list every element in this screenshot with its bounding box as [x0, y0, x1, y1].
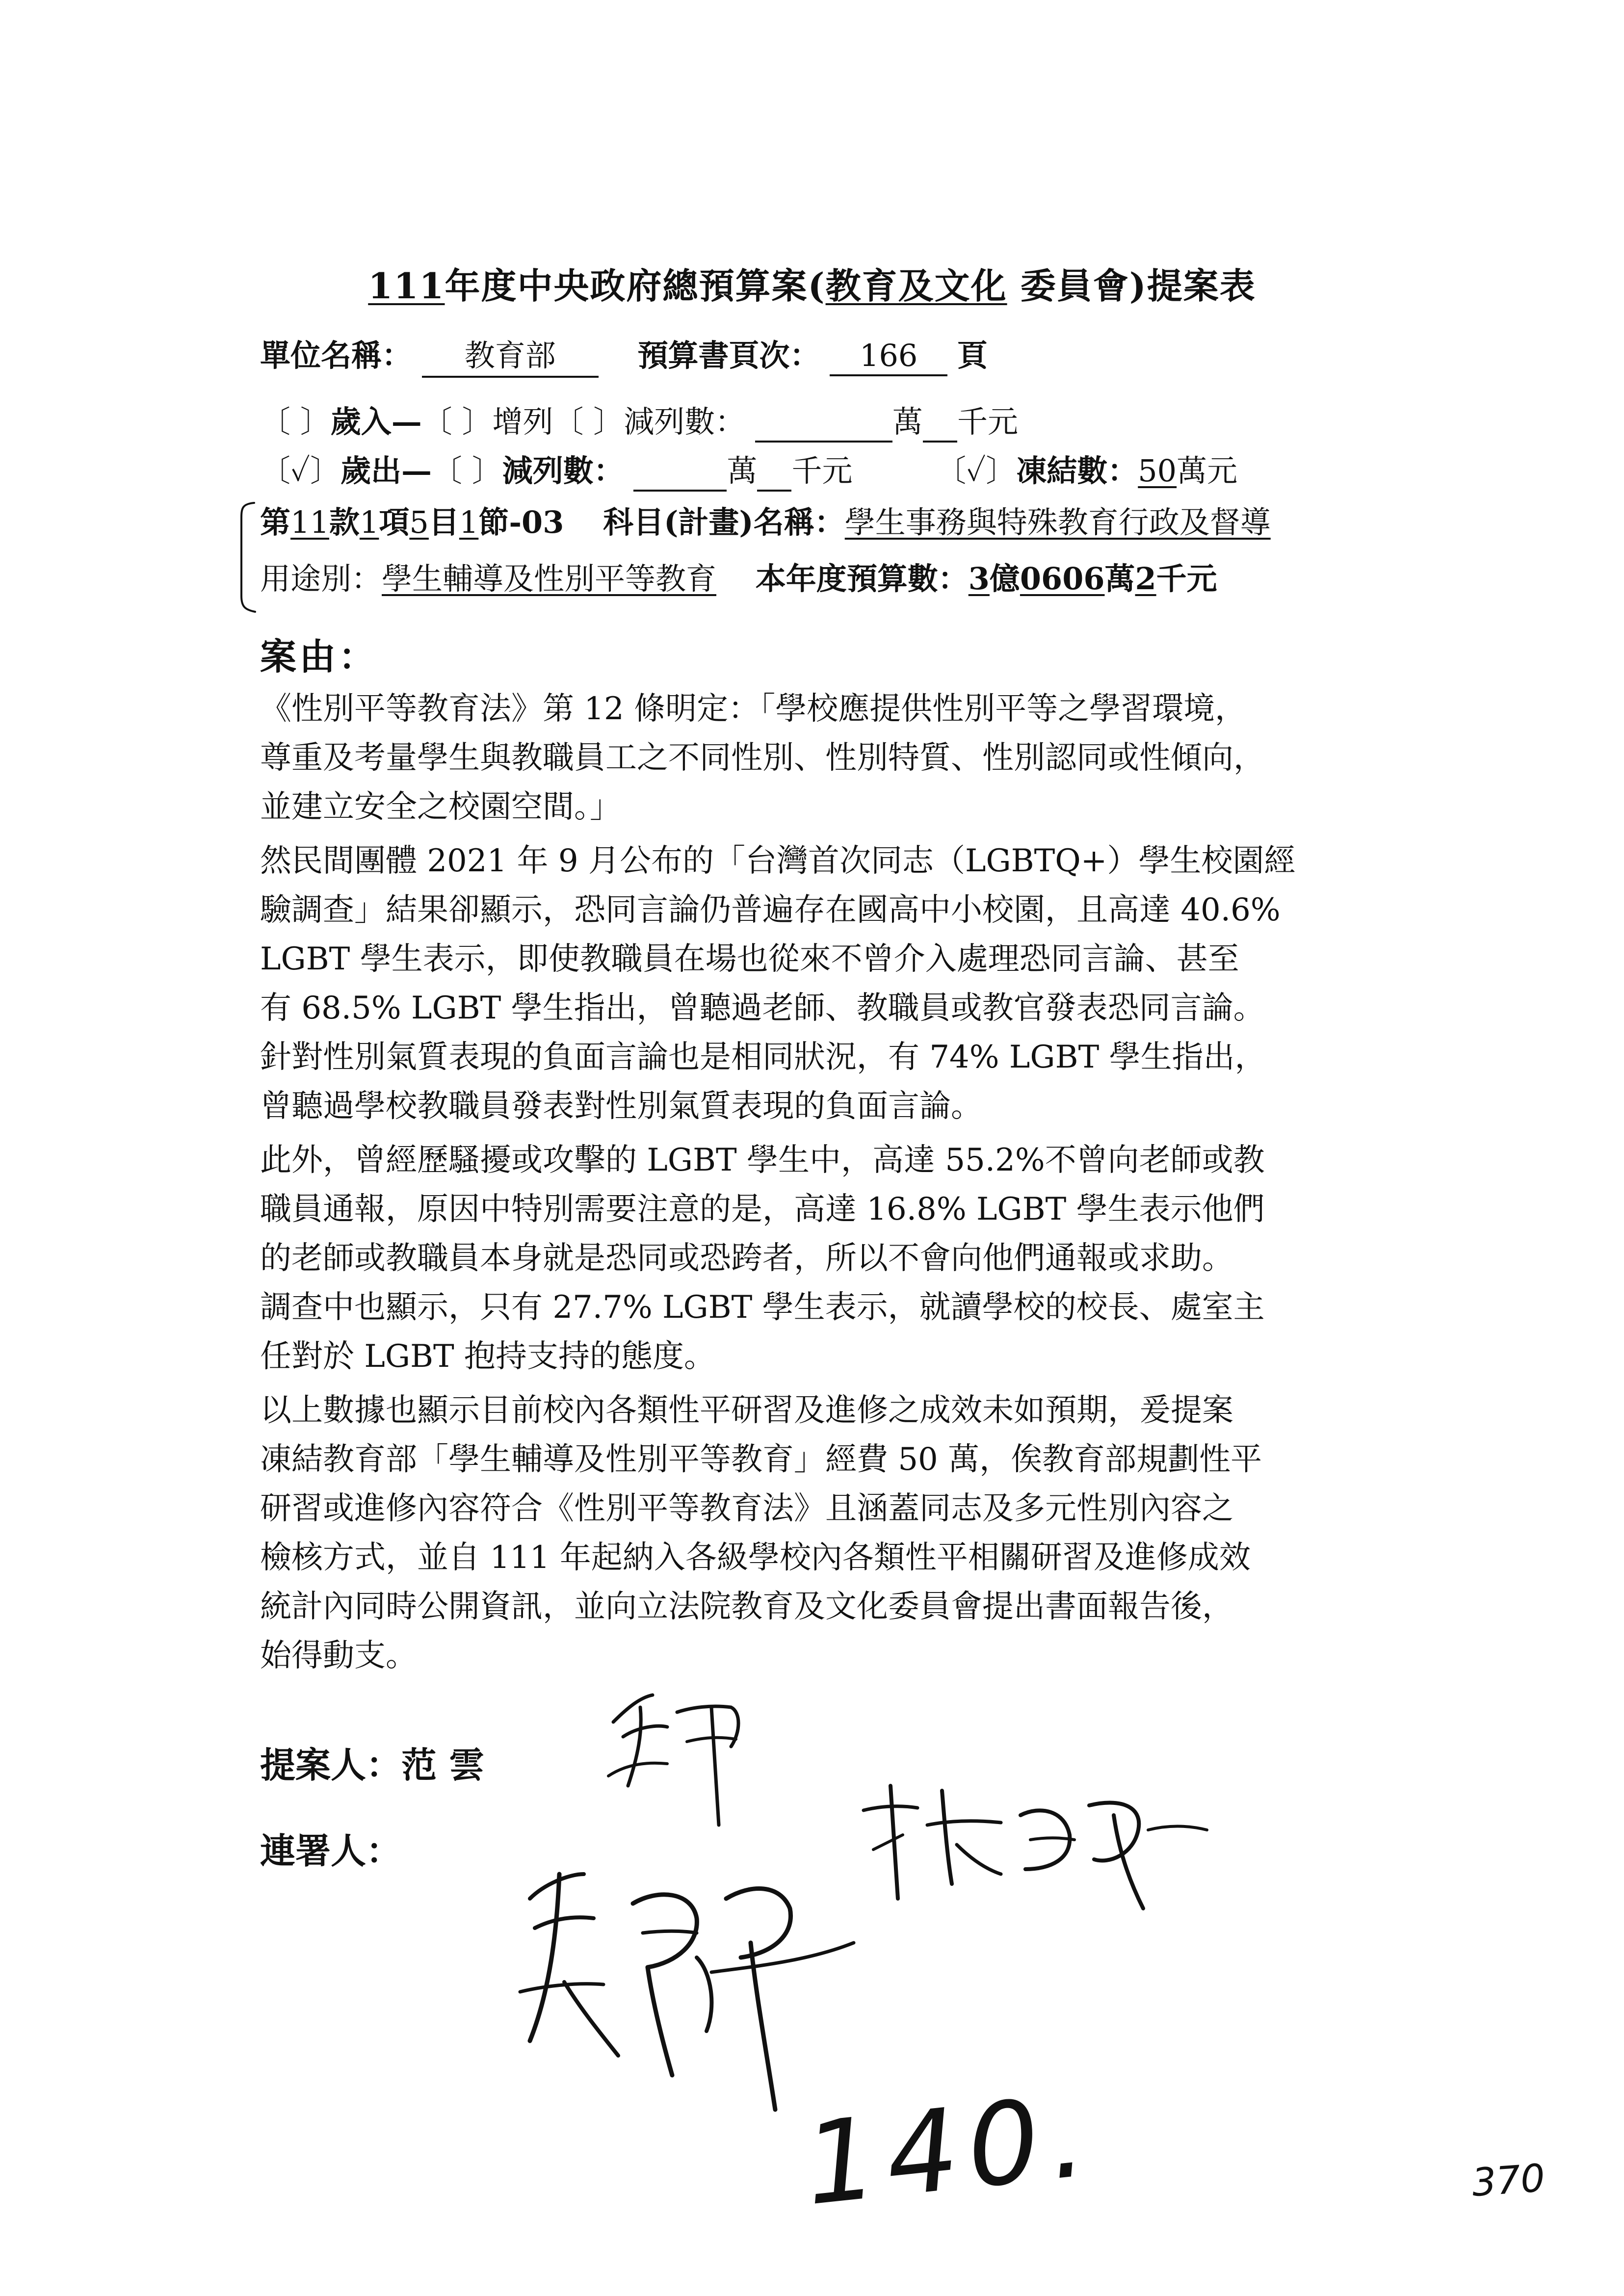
paragraph-line: 凍結教育部「學生輔導及性別平等教育」經費 50 萬，俟教育部規劃性平 [260, 1441, 1262, 1478]
expense-wan-unit: 萬 [727, 453, 758, 489]
revenue-add-label: 增列 [492, 404, 553, 440]
page-mark: 370 [1470, 2156, 1546, 2206]
subject-jie-label: 節-03 [478, 504, 564, 540]
freeze-checkbox: 〔✓〕 [936, 453, 1017, 489]
revenue-qian-blank [923, 404, 957, 443]
budget-qian-label: 千元 [1156, 561, 1217, 597]
expense-reduce-checkbox: 〔 〕 [432, 453, 502, 489]
usage-line [260, 554, 1217, 598]
page-unit: 頁 [957, 338, 988, 373]
budget-label: 本年度預算數： [755, 561, 969, 597]
expense-line [260, 446, 1237, 492]
usage-label: 用途別： [260, 561, 382, 597]
proposer-label: 提案人： [260, 1744, 402, 1786]
cosigner-label: 連署人： [260, 1830, 402, 1872]
subject-mu-label: 目 [428, 504, 459, 540]
paragraph-4 [260, 1386, 1388, 1680]
revenue-wan-blank [755, 404, 892, 443]
revenue-add-checkbox: 〔 〕 [421, 404, 493, 440]
paragraph-2 [260, 836, 1388, 1131]
subject-xiang-label: 項 [379, 504, 410, 540]
revenue-line [260, 397, 1018, 443]
proposer-line [260, 1737, 484, 1788]
page-label: 預算書頁次： [637, 338, 820, 373]
expense-wan-blank [633, 453, 727, 492]
unit-line [260, 331, 988, 378]
case-heading: 案由： [260, 636, 378, 678]
revenue-checkbox: 〔 〕 [260, 404, 331, 440]
paragraph-line: 調查中也顯示，只有 27.7% LGBT 學生表示，就讀學校的校長、處室主 [260, 1289, 1265, 1326]
proposer-signature-icon [594, 1678, 770, 1835]
paragraph-line: 檢核方式，並自 111 年起納入各級學校內各類性平相關研習及進修成效 [260, 1539, 1251, 1576]
revenue-qian-unit: 千元 [957, 404, 1018, 440]
paragraph-line: 職員通報，原因中特別需要注意的是，高達 16.8% LGBT 學生表示他們 [260, 1191, 1265, 1227]
paragraph-line: 針對性別氣質表現的負面言論也是相同狀況，有 74% LGBT 學生指出， [260, 1039, 1266, 1075]
budget-yi-label: 億 [989, 561, 1020, 597]
unit-label: 單位名稱： [260, 338, 413, 373]
page-value: 166 [830, 338, 947, 376]
subject-value: 學生事務與特殊教育行政及督導 [844, 504, 1271, 540]
expense-reduce-label: 減列數： [502, 453, 624, 489]
paragraph-line: 此外，曾經歷騷擾或攻擊的 LGBT 學生中，高達 55.2%不曾向老師或教 [260, 1142, 1265, 1178]
subject-label: 科目(計畫)名稱： [603, 504, 845, 540]
subject-line [260, 498, 1271, 542]
paragraph-1 [260, 684, 1388, 832]
revenue-reduce-label: 減列數： [624, 404, 746, 440]
paragraph-line: 曾聽過學校教職員發表對性別氣質表現的負面言論。 [260, 1088, 982, 1124]
paragraph-line: 的老師或教職員本身就是恐同或恐跨者，所以不會向他們通報或求助。 [260, 1240, 1233, 1277]
cosigner-signature-2-icon [844, 1771, 1227, 1928]
paragraph-line: 驗調查」結果卻顯示，恐同言論仍普遍存在國高中小校園，且高達 40.6% [260, 892, 1281, 928]
proposer-name: 范 雲 [401, 1744, 485, 1786]
paragraph-line: 尊重及考量學生與教職員工之不同性別、性別特質、性別認同或性傾向， [260, 740, 1265, 776]
expense-label: 歲出— [341, 453, 432, 489]
unit-value: 教育部 [422, 331, 599, 378]
paragraph-line: 《性別平等教育法》第 12 條明定：「學校應提供性別平等之學習環境， [260, 691, 1247, 727]
paragraph-line: 並建立安全之校園空間。」 [260, 789, 621, 825]
subject-di: 第 [260, 504, 291, 540]
budget-wan: 0606 [1020, 561, 1105, 597]
subject-kuan-label: 款 [329, 504, 360, 540]
expense-qian-blank [757, 453, 791, 492]
subject-jie: 1 [459, 504, 479, 540]
paragraph-line: 以上數據也顯示目前校內各類性平研習及進修之成效未如預期，爰提案 [260, 1392, 1233, 1429]
paragraph-line: 研習或進修內容符合《性別平等教育法》且涵蓋同志及多元性別內容之 [260, 1490, 1233, 1527]
paragraph-line: 然民間團體 2021 年 9 月公布的「台灣首次同志（LGBTQ+）學生校園經 [260, 843, 1296, 879]
paragraph-line: LGBT 學生表示，即使教職員在場也從來不曾介入處理恐同言論、甚至 [260, 941, 1239, 977]
subject-kuan: 11 [290, 504, 329, 540]
form-title [0, 258, 1624, 309]
paragraph-line: 有 68.5% LGBT 學生指出，曾聽過老師、教職員或教官發表恐同言論。 [260, 990, 1265, 1026]
expense-checkbox: 〔✓〕 [260, 453, 341, 489]
budget-qian: 2 [1135, 561, 1156, 597]
title-year: 111 [368, 265, 445, 307]
freeze-label: 凍結數： [1016, 453, 1138, 489]
title-suffix: 委員會)提案表 [1007, 265, 1256, 307]
usage-value: 學生輔導及性別平等教育 [382, 561, 717, 597]
budget-yi: 3 [968, 561, 990, 597]
revenue-reduce-checkbox: 〔 〕 [553, 404, 624, 440]
handwritten-number: 140. [798, 2070, 1101, 2231]
freeze-unit: 萬元 [1177, 453, 1238, 489]
paragraph-line: 統計內同時公開資訊，並向立法院教育及文化委員會提出書面報告後， [260, 1589, 1233, 1625]
budget-wan-label: 萬 [1104, 561, 1135, 597]
revenue-wan-unit: 萬 [892, 404, 923, 440]
expense-qian-unit: 千元 [791, 453, 853, 489]
subject-mu: 5 [409, 504, 429, 540]
title-committee: 教育及文化 [825, 265, 1007, 307]
paragraph-3 [260, 1136, 1388, 1381]
revenue-label: 歲入— [330, 404, 422, 440]
freeze-value: 50 [1138, 453, 1177, 489]
title-prefix: 年度中央政府總預算案( [445, 265, 826, 307]
paragraph-line: 任對於 LGBT 抱持支持的態度。 [260, 1338, 716, 1375]
subject-xiang: 1 [359, 504, 379, 540]
bracket-decoration [231, 498, 260, 616]
paragraph-line: 始得動支。 [260, 1638, 417, 1674]
